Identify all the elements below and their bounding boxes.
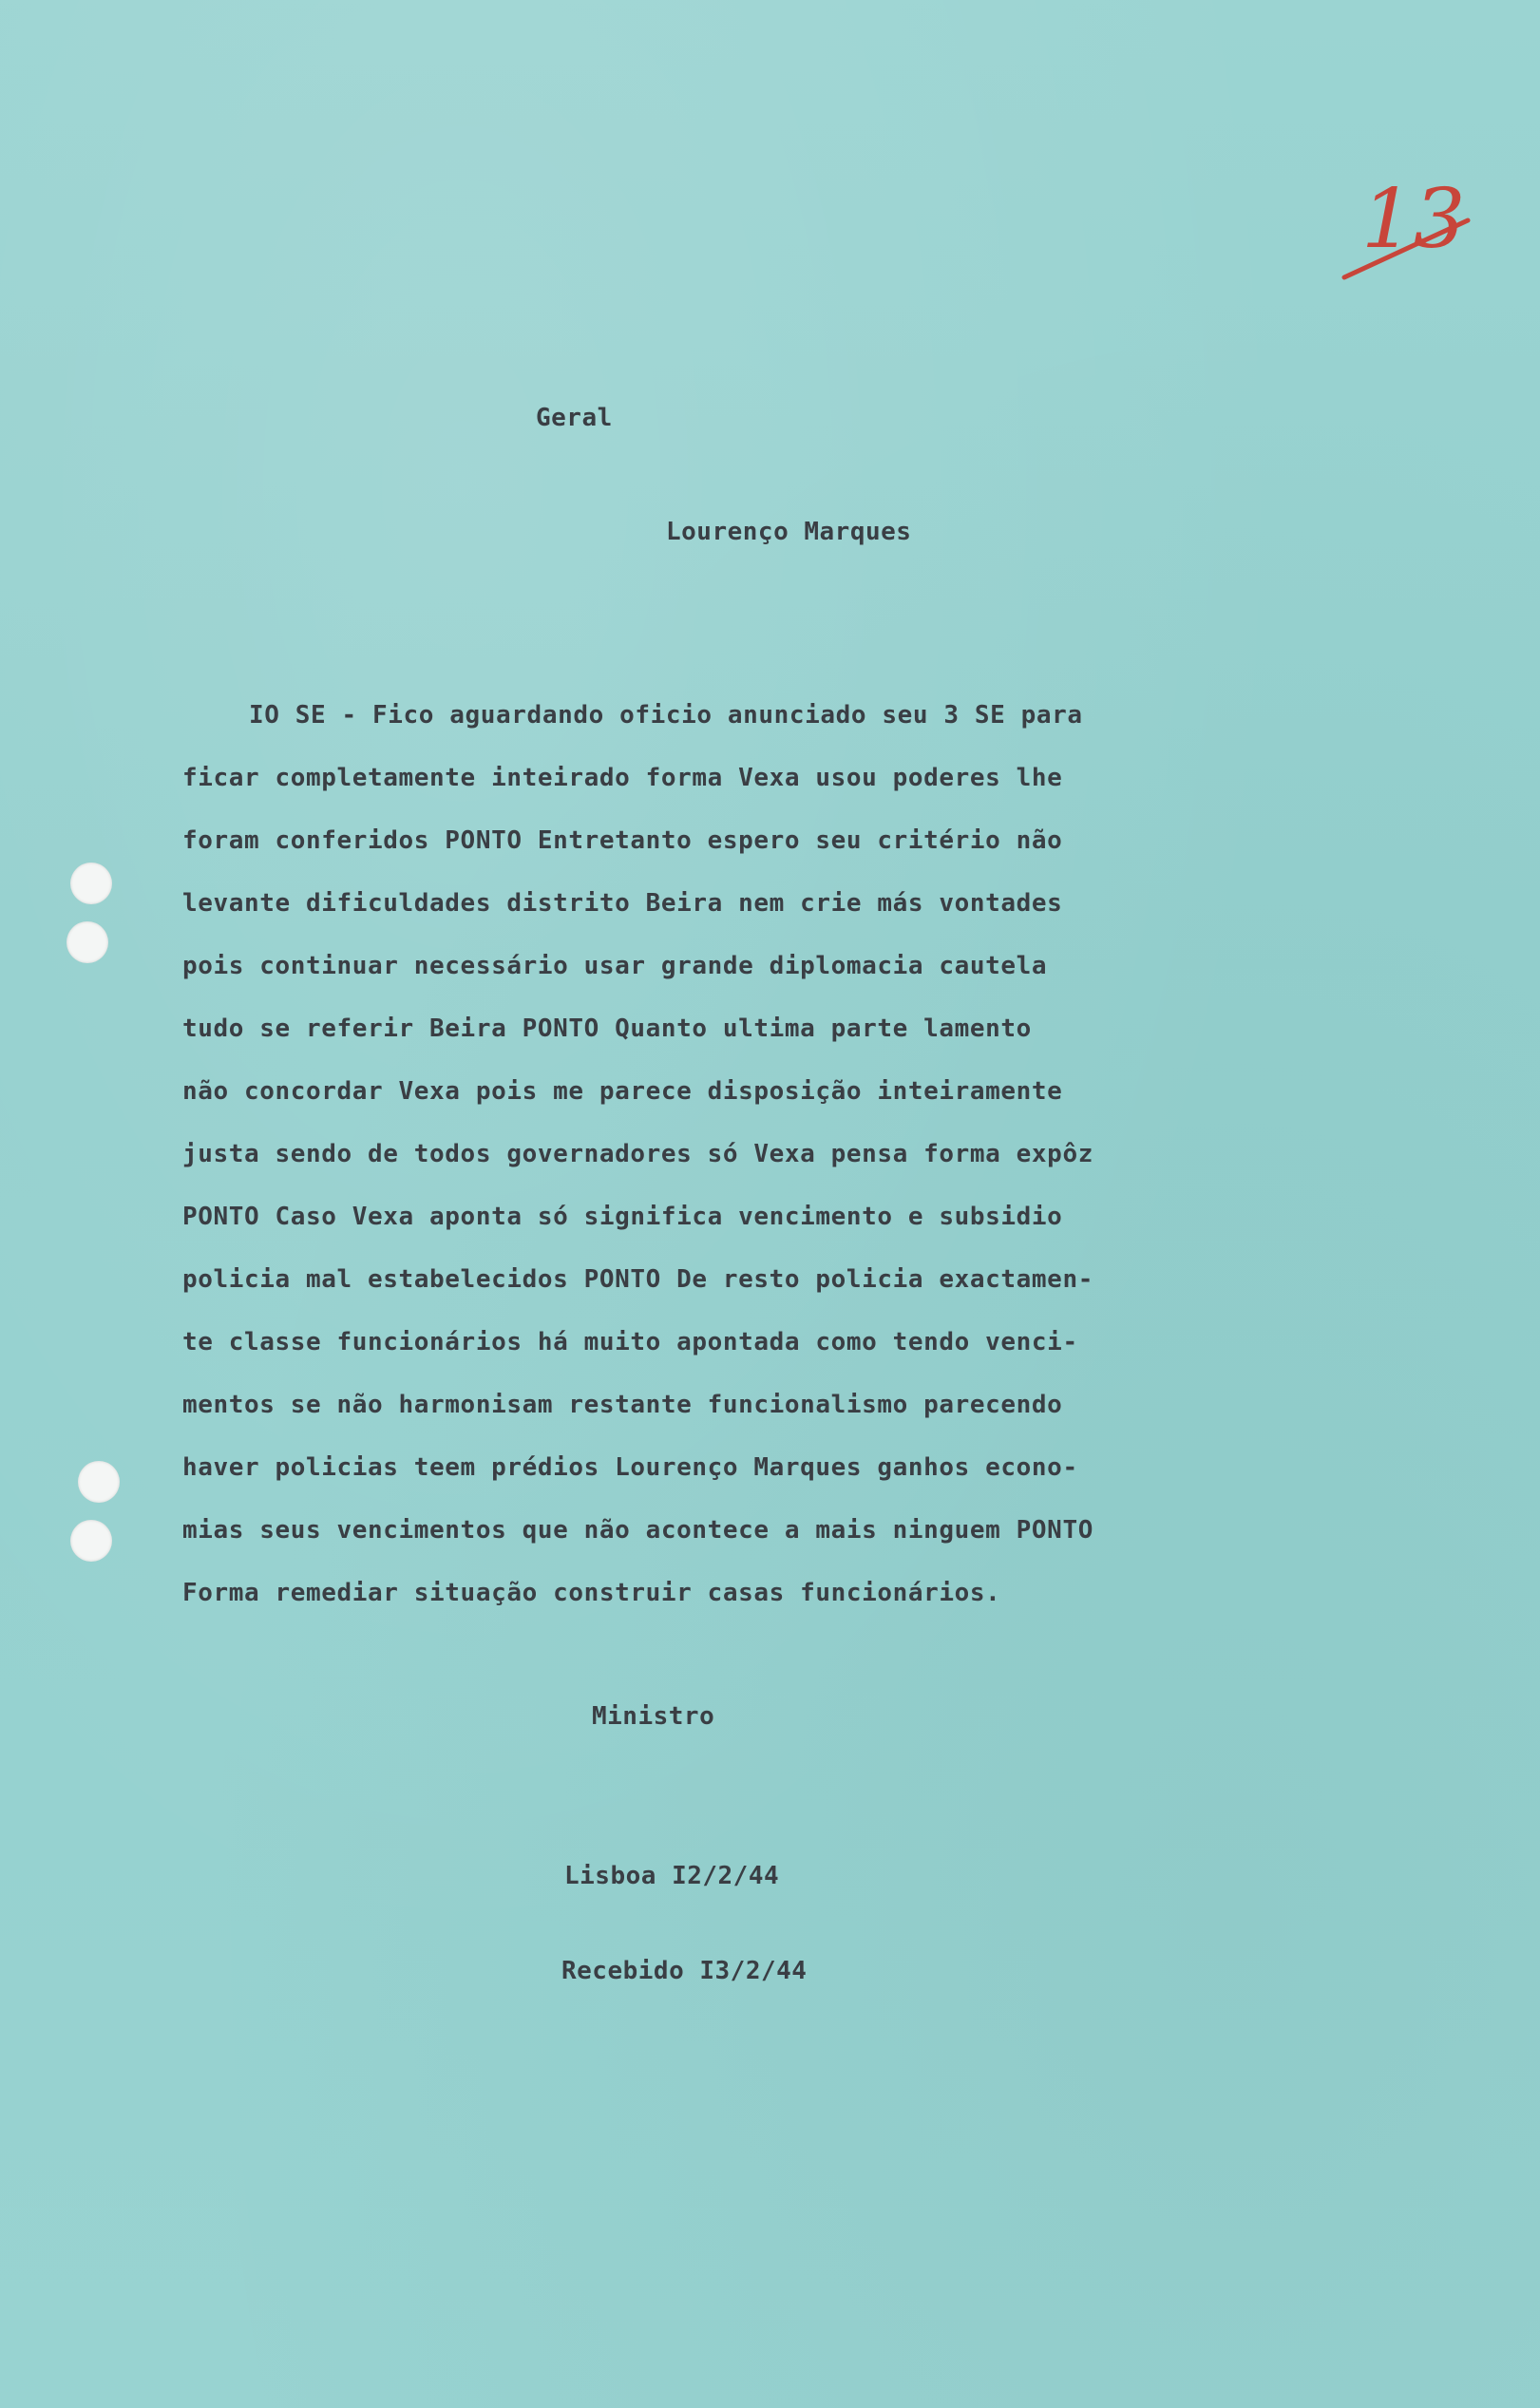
body-line: ficar completamente inteirado forma Vexa usou poderes lhe bbox=[182, 764, 1063, 792]
body-line: foram conferidos PONTO Entretanto espero seu critério não bbox=[182, 826, 1063, 855]
place-date: Lisboa I2/2/44 bbox=[564, 1862, 780, 1890]
signature: Ministro bbox=[592, 1702, 715, 1731]
punch-hole bbox=[78, 1461, 120, 1503]
body-line: mentos se não harmonisam restante funcionalismo parecendo bbox=[182, 1391, 1063, 1419]
destination-label: Lourenço Marques bbox=[666, 518, 912, 546]
folio-number-text: 13 bbox=[1361, 172, 1466, 267]
body-line: tudo se referir Beira PONTO Quanto ultima parte lamento bbox=[182, 1014, 1032, 1043]
body-line: PONTO Caso Vexa aponta só significa vencimento e subsidio bbox=[182, 1203, 1063, 1231]
telegram-body bbox=[182, 684, 1132, 1624]
body-line: não concordar Vexa pois me parece disposição inteiramente bbox=[182, 1077, 1063, 1106]
body-line: IO SE - Fico aguardando oficio anunciado seu 3 SE para bbox=[249, 701, 1083, 730]
body-line: policia mal estabelecidos PONTO De resto policia exactamen- bbox=[182, 1265, 1093, 1294]
body-line: mias seus vencimentos que não acontece a mais ninguem PONTO bbox=[182, 1516, 1093, 1545]
punch-hole bbox=[70, 1520, 112, 1562]
punch-hole bbox=[70, 863, 112, 904]
punch-hole bbox=[67, 921, 108, 963]
body-line: haver policias teem prédios Lourenço Marques ganhos econo- bbox=[182, 1453, 1078, 1482]
body-line: levante dificuldades distrito Beira nem crie más vontades bbox=[182, 889, 1063, 918]
received-date: Recebido I3/2/44 bbox=[561, 1957, 808, 1985]
folio-number bbox=[1335, 142, 1487, 294]
body-line: Forma remediar situação construir casas funcionários. bbox=[182, 1579, 1001, 1607]
body-line: justa sendo de todos governadores só Vexa pensa forma expôz bbox=[182, 1140, 1093, 1168]
body-line: pois continuar necessário usar grande diplomacia cautela bbox=[182, 952, 1048, 980]
category-label: Geral bbox=[536, 404, 613, 432]
body-line: te classe funcionários há muito apontada como tendo venci- bbox=[182, 1328, 1078, 1356]
